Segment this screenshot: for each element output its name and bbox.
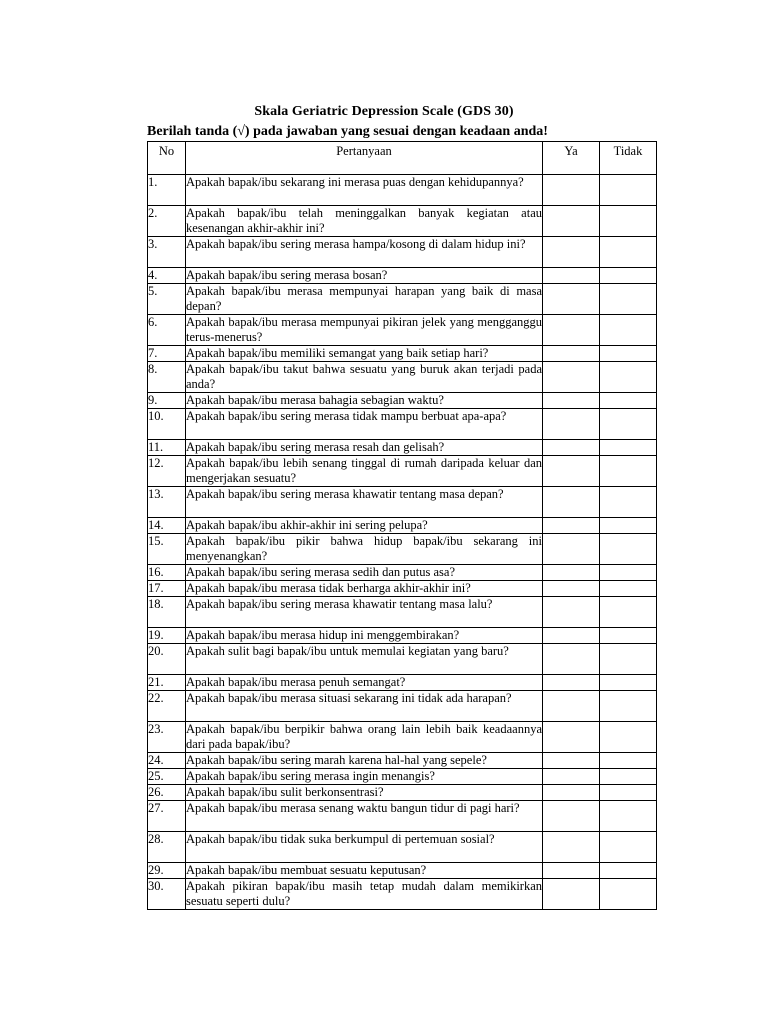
answer-yes-cell[interactable] (543, 362, 600, 393)
answer-yes-cell[interactable] (543, 801, 600, 832)
answer-yes-cell[interactable] (543, 518, 600, 534)
question-text: Apakah pikiran bapak/ibu masih tetap mudah dalam memikirkan sesuatu seperti dulu? (186, 879, 542, 908)
table-row (148, 722, 657, 753)
table-row (148, 801, 657, 832)
answer-no-cell[interactable] (600, 675, 657, 691)
row-number: 16. (148, 565, 186, 581)
answer-no-cell[interactable] (600, 487, 657, 518)
table-row (148, 393, 657, 409)
question-text: Apakah bapak/ibu sering merasa khawatir tentang masa lalu? (186, 597, 543, 628)
question-text: Apakah bapak/ibu takut bahwa sesuatu yang buruk akan terjadi pada anda? (186, 362, 542, 391)
row-number: 23. (148, 722, 186, 753)
question-text: Apakah bapak/ibu akhir-akhir ini sering pelupa? (186, 518, 543, 534)
question-text: Apakah bapak/ibu pikir bahwa hidup bapak/ibu sekarang ini menyenangkan? (186, 534, 542, 563)
table-row (148, 315, 657, 346)
table-row (148, 175, 657, 206)
question-text: Apakah bapak/ibu sering merasa bosan? (186, 268, 543, 284)
answer-no-cell[interactable] (600, 832, 657, 863)
page-title: Skala Geriatric Depression Scale (GDS 30) (254, 104, 514, 119)
row-number: 25. (148, 769, 186, 785)
table-row (148, 409, 657, 440)
answer-yes-cell[interactable] (543, 785, 600, 801)
table-body (148, 175, 657, 910)
table-row (148, 237, 657, 268)
row-number: 19. (148, 628, 186, 644)
row-number: 10. (148, 409, 186, 440)
table-row (148, 863, 657, 879)
row-number: 4. (148, 268, 186, 284)
table-row (148, 628, 657, 644)
question-text: Apakah bapak/ibu sering merasa sedih dan putus asa? (186, 565, 543, 581)
question-text: Apakah bapak/ibu sulit berkonsentrasi? (186, 785, 543, 801)
answer-no-cell[interactable] (600, 644, 657, 675)
row-number: 21. (148, 675, 186, 691)
table-row (148, 675, 657, 691)
answer-no-cell[interactable] (600, 440, 657, 456)
answer-yes-cell[interactable] (543, 879, 600, 910)
answer-yes-cell[interactable] (543, 456, 600, 487)
row-number: 26. (148, 785, 186, 801)
answer-no-cell[interactable] (600, 769, 657, 785)
instruction-text: Berilah tanda (√) pada jawaban yang sesuai dengan keadaan anda! (147, 124, 548, 139)
answer-no-cell[interactable] (600, 409, 657, 440)
table-row (148, 487, 657, 518)
table-row (148, 832, 657, 863)
header-no-answer: Tidak (600, 142, 657, 175)
question-text: Apakah bapak/ibu merasa senang waktu bangun tidur di pagi hari? (186, 801, 543, 832)
table-row (148, 456, 657, 487)
answer-yes-cell[interactable] (543, 315, 600, 346)
answer-no-cell[interactable] (600, 268, 657, 284)
table-row (148, 597, 657, 628)
question-text: Apakah bapak/ibu merasa mempunyai pikiran jelek yang mengganggu terus-menerus? (186, 315, 542, 344)
header-question: Pertanyaan (186, 142, 543, 175)
answer-no-cell[interactable] (600, 346, 657, 362)
question-text: Apakah bapak/ibu merasa bahagia sebagian waktu? (186, 393, 543, 409)
answer-no-cell[interactable] (600, 518, 657, 534)
answer-yes-cell[interactable] (543, 753, 600, 769)
answer-yes-cell[interactable] (543, 393, 600, 409)
row-number: 13. (148, 487, 186, 518)
row-number: 5. (148, 284, 186, 315)
row-number: 6. (148, 315, 186, 346)
question-text: Apakah bapak/ibu merasa penuh semangat? (186, 675, 543, 691)
question-text: Apakah bapak/ibu merasa situasi sekarang ini tidak ada harapan? (186, 691, 543, 722)
row-number: 11. (148, 440, 186, 456)
answer-yes-cell[interactable] (543, 769, 600, 785)
question-text: Apakah bapak/ibu sering merasa khawatir tentang masa depan? (186, 487, 543, 518)
question-text: Apakah bapak/ibu merasa hidup ini menggembirakan? (186, 628, 543, 644)
answer-no-cell[interactable] (600, 879, 657, 910)
row-number: 7. (148, 346, 186, 362)
answer-no-cell[interactable] (600, 534, 657, 565)
answer-no-cell[interactable] (600, 284, 657, 315)
answer-yes-cell[interactable] (543, 597, 600, 628)
table-row (148, 518, 657, 534)
answer-yes-cell[interactable] (543, 440, 600, 456)
table-row (148, 346, 657, 362)
answer-yes-cell[interactable] (543, 644, 600, 675)
table-row (148, 644, 657, 675)
answer-yes-cell[interactable] (543, 268, 600, 284)
table-header-row (148, 142, 657, 175)
table-row (148, 534, 657, 565)
question-text: Apakah bapak/ibu merasa tidak berharga akhir-akhir ini? (186, 581, 543, 597)
table-row (148, 565, 657, 581)
header-yes: Ya (543, 142, 600, 175)
table-row (148, 362, 657, 393)
answer-no-cell[interactable] (600, 785, 657, 801)
table-row (148, 691, 657, 722)
question-text: Apakah bapak/ibu telah meninggalkan banyak kegiatan atau kesenangan akhir-akhir ini? (186, 206, 542, 235)
answer-yes-cell[interactable] (543, 237, 600, 268)
question-text: Apakah bapak/ibu sering merasa resah dan gelisah? (186, 440, 543, 456)
row-number: 1. (148, 175, 186, 206)
answer-no-cell[interactable] (600, 722, 657, 753)
question-text: Apakah bapak/ibu memiliki semangat yang baik setiap hari? (186, 346, 543, 362)
row-number: 27. (148, 801, 186, 832)
answer-no-cell[interactable] (600, 863, 657, 879)
row-number: 2. (148, 206, 186, 237)
question-text: Apakah bapak/ibu sekarang ini merasa puas dengan kehidupannya? (186, 175, 543, 206)
row-number: 8. (148, 362, 186, 393)
row-number: 28. (148, 832, 186, 863)
question-text: Apakah bapak/ibu merasa mempunyai harapan yang baik di masa depan? (186, 284, 542, 313)
answer-yes-cell[interactable] (543, 565, 600, 581)
answer-yes-cell[interactable] (543, 284, 600, 315)
answer-no-cell[interactable] (600, 175, 657, 206)
answer-yes-cell[interactable] (543, 487, 600, 518)
table-row (148, 785, 657, 801)
row-number: 20. (148, 644, 186, 675)
question-text: Apakah bapak/ibu sering merasa tidak mampu berbuat apa-apa? (186, 409, 543, 440)
row-number: 9. (148, 393, 186, 409)
answer-yes-cell[interactable] (543, 581, 600, 597)
question-text: Apakah bapak/ibu sering marah karena hal-hal yang sepele? (186, 753, 543, 769)
row-number: 15. (148, 534, 186, 565)
answer-yes-cell[interactable] (543, 346, 600, 362)
answer-yes-cell[interactable] (543, 175, 600, 206)
table-row (148, 268, 657, 284)
answer-yes-cell[interactable] (543, 409, 600, 440)
question-text: Apakah bapak/ibu berpikir bahwa orang lain lebih baik keadaannya dari pada bapak/ibu? (186, 722, 542, 751)
answer-no-cell[interactable] (600, 237, 657, 268)
answer-yes-cell[interactable] (543, 722, 600, 753)
row-number: 12. (148, 456, 186, 487)
answer-yes-cell[interactable] (543, 628, 600, 644)
header-no: No (148, 142, 186, 175)
table-row (148, 284, 657, 315)
answer-yes-cell[interactable] (543, 863, 600, 879)
table-row (148, 206, 657, 237)
table-row (148, 753, 657, 769)
answer-yes-cell[interactable] (543, 534, 600, 565)
answer-no-cell[interactable] (600, 597, 657, 628)
question-text: Apakah bapak/ibu sering merasa ingin menangis? (186, 769, 543, 785)
row-number: 29. (148, 863, 186, 879)
answer-no-cell[interactable] (600, 362, 657, 393)
table-row (148, 879, 657, 910)
answer-no-cell[interactable] (600, 456, 657, 487)
table-row (148, 769, 657, 785)
answer-no-cell[interactable] (600, 801, 657, 832)
row-number: 30. (148, 879, 186, 910)
answer-no-cell[interactable] (600, 393, 657, 409)
row-number: 24. (148, 753, 186, 769)
answer-no-cell[interactable] (600, 581, 657, 597)
question-text: Apakah bapak/ibu membuat sesuatu keputusan? (186, 863, 543, 879)
row-number: 18. (148, 597, 186, 628)
row-number: 14. (148, 518, 186, 534)
answer-no-cell[interactable] (600, 206, 657, 237)
row-number: 22. (148, 691, 186, 722)
answer-no-cell[interactable] (600, 691, 657, 722)
answer-no-cell[interactable] (600, 753, 657, 769)
row-number: 17. (148, 581, 186, 597)
answer-yes-cell[interactable] (543, 691, 600, 722)
question-text: Apakah bapak/ibu lebih senang tinggal di rumah daripada keluar dan mengerjakan sesuatu? (186, 456, 542, 485)
question-text: Apakah bapak/ibu sering merasa hampa/kosong di dalam hidup ini? (186, 237, 543, 268)
questionnaire-table (147, 141, 657, 910)
table-row (148, 440, 657, 456)
answer-yes-cell[interactable] (543, 675, 600, 691)
answer-no-cell[interactable] (600, 315, 657, 346)
table-row (148, 581, 657, 597)
question-text: Apakah sulit bagi bapak/ibu untuk memulai kegiatan yang baru? (186, 644, 543, 675)
answer-no-cell[interactable] (600, 628, 657, 644)
answer-yes-cell[interactable] (543, 832, 600, 863)
answer-no-cell[interactable] (600, 565, 657, 581)
answer-yes-cell[interactable] (543, 206, 600, 237)
row-number: 3. (148, 237, 186, 268)
question-text: Apakah bapak/ibu tidak suka berkumpul di pertemuan sosial? (186, 832, 543, 863)
